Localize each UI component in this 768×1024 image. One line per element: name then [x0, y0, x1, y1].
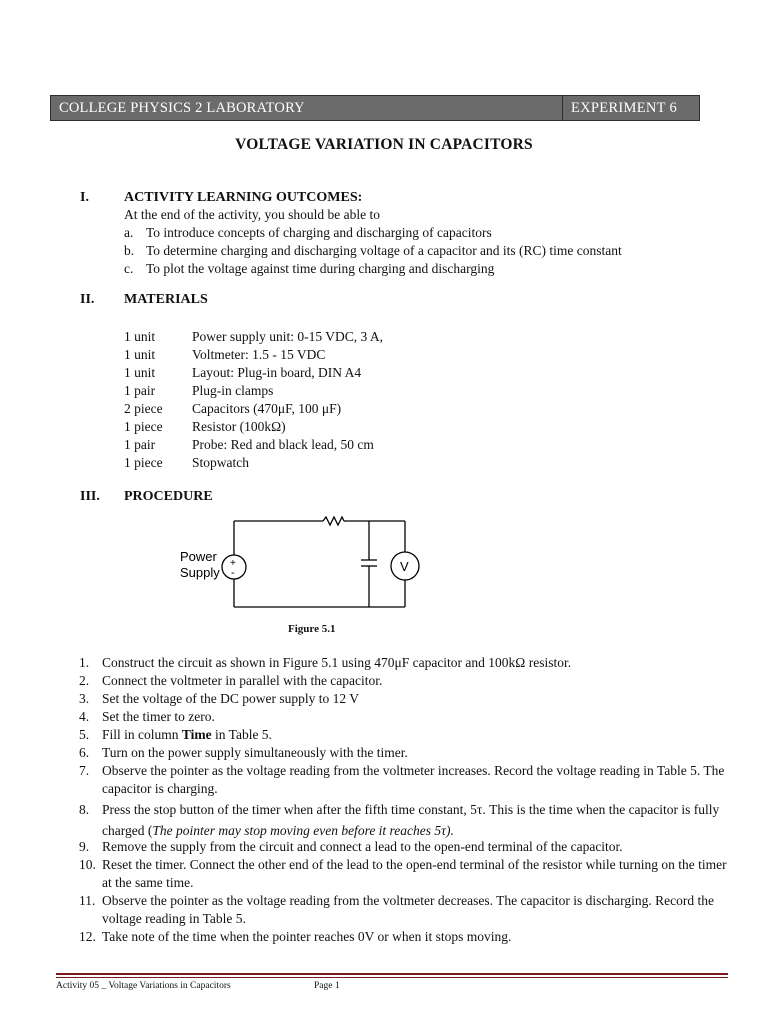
section-number-1: I. [80, 190, 89, 205]
material-qty: 1 unit [124, 365, 156, 380]
material-qty: 1 unit [124, 329, 156, 344]
material-desc: Stopwatch [192, 455, 249, 470]
section-number-2: II. [80, 292, 95, 307]
material-desc: Probe: Red and black lead, 50 cm [192, 437, 374, 452]
step-number: 10. [79, 857, 96, 872]
outcome-marker-c: c. [124, 261, 134, 276]
step-text: Remove the supply from the circuit and connect a lead to the open-end terminal of the capacitor. [102, 839, 623, 854]
step-number: 5. [79, 727, 90, 742]
step-number: 8. [79, 802, 90, 817]
outcome-marker-b: b. [124, 243, 135, 258]
step-number: 7. [79, 763, 90, 778]
material-desc: Capacitors (470μF, 100 μF) [192, 401, 342, 416]
course-title: COLLEGE PHYSICS 2 LABORATORY [59, 100, 305, 116]
footer-rule-thin [56, 977, 728, 978]
step-text-pre: Press the stop button of the timer when after the fifth time constant, 5τ. This is the time when the capacitor is fully charged ( [102, 802, 720, 838]
step-text-bold: Time [181, 727, 212, 742]
step-text: Take note of the time when the pointer reaches 0V or when it stops moving. [102, 929, 512, 944]
step-text: Set the timer to zero. [102, 709, 215, 724]
circuit-diagram [175, 508, 435, 612]
experiment-number: EXPERIMENT 6 [562, 96, 699, 120]
outcome-text-b: To determine charging and discharging voltage of a capacitor and its (RC) time constant [146, 243, 622, 258]
step-text: Set the voltage of the DC power supply to 12 V [102, 691, 359, 706]
section-title-procedure: PROCEDURE [124, 489, 213, 504]
outcome-text-c: To plot the voltage against time during charging and discharging [146, 261, 495, 276]
header-bar [50, 95, 700, 121]
section-number-3: III. [80, 489, 100, 504]
step-number: 9. [79, 839, 90, 854]
step-text [102, 799, 727, 841]
step-number: 11. [79, 893, 96, 908]
power-minus-sign: - [231, 567, 235, 579]
material-qty: 1 pair [124, 383, 156, 398]
material-qty: 1 pair [124, 437, 156, 452]
power-label-line-1: Power [180, 549, 217, 564]
section-title-outcomes: ACTIVITY LEARNING OUTCOMES: [124, 190, 363, 205]
resistor-symbol [323, 517, 344, 525]
outcome-text-a: To introduce concepts of charging and discharging of capacitors [146, 225, 492, 240]
material-qty: 1 unit [124, 347, 156, 362]
step-text-italic: The pointer may stop moving even before it reaches 5τ). [152, 823, 454, 838]
step-text: Observe the pointer as the voltage reading from the voltmeter decreases. The capacitor is discharging. Record the voltage reading in Table 5. [102, 893, 715, 926]
step-text-post: in Table 5. [211, 727, 272, 742]
outcomes-intro: At the end of the activity, you should be able to [124, 207, 380, 222]
material-qty: 2 piece [124, 401, 163, 416]
step-number: 2. [79, 673, 90, 688]
footer-page-number: Page 1 [314, 981, 340, 991]
step-text-pre: Fill in column [102, 727, 182, 742]
material-desc: Power supply unit: 0-15 VDC, 3 A, [192, 329, 384, 344]
step-number: 1. [79, 655, 90, 670]
material-qty: 1 piece [124, 419, 163, 434]
step-number: 6. [79, 745, 90, 760]
material-desc: Resistor (100kΩ) [192, 419, 286, 434]
step-number: 3. [79, 691, 90, 706]
step-text: Observe the pointer as the voltage reading from the voltmeter increases. Record the voltage reading in Table 5. The capacitor is charging. [102, 763, 725, 796]
step-text: Connect the voltmeter in parallel with the capacitor. [102, 673, 383, 688]
step-text: Reset the timer. Connect the other end of the lead to the open-end terminal of the resistor while turning on the timer at the same time. [102, 857, 727, 890]
step-text: Construct the circuit as shown in Figure 5.1 using 470μF capacitor and 100kΩ resistor. [102, 655, 572, 670]
page-title: VOLTAGE VARIATION IN CAPACITORS [235, 136, 533, 153]
voltmeter-label: V [400, 559, 409, 574]
step-text: Turn on the power supply simultaneously with the timer. [102, 745, 408, 760]
material-desc: Voltmeter: 1.5 - 15 VDC [192, 347, 326, 362]
footer-activity-title: Activity 05 _ Voltage Variations in Capacitors [56, 981, 231, 991]
power-plus-sign: + [230, 558, 236, 569]
footer-rule [56, 973, 728, 975]
step-number: 4. [79, 709, 90, 724]
step-text [102, 726, 727, 744]
material-qty: 1 piece [124, 455, 163, 470]
outcome-marker-a: a. [124, 225, 134, 240]
material-desc: Plug-in clamps [192, 383, 274, 398]
material-desc: Layout: Plug-in board, DIN A4 [192, 365, 362, 380]
power-label-line-2: Supply [180, 565, 220, 580]
figure-caption: Figure 5.1 [288, 623, 336, 635]
section-title-materials: MATERIALS [124, 292, 208, 307]
step-number: 12. [79, 929, 96, 944]
